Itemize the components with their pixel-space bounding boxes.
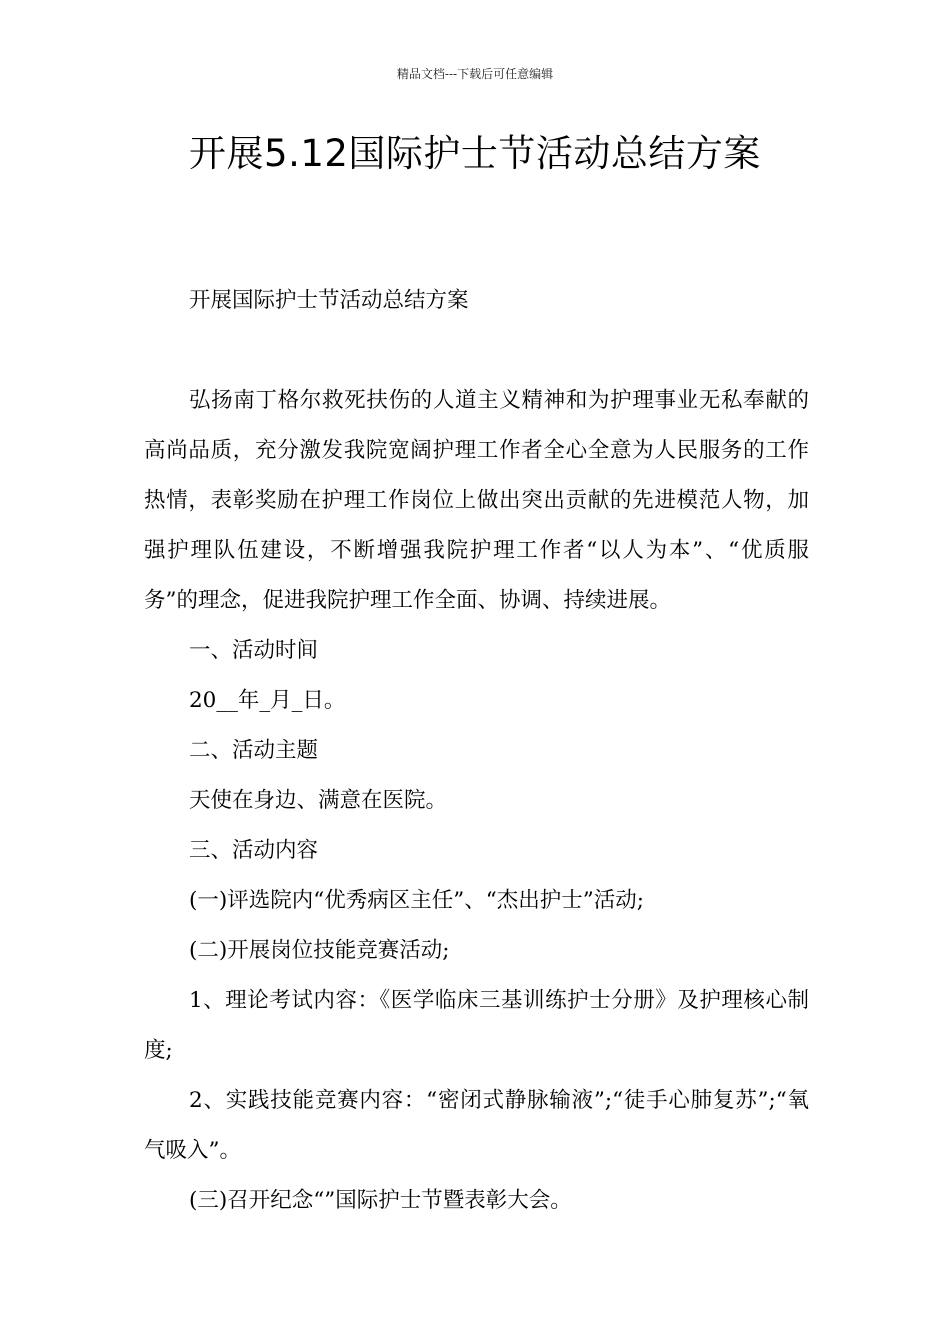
- section-heading-theme: 二、活动主题: [189, 738, 319, 763]
- document-title: 开展5.12国际护士节活动总结方案: [189, 132, 761, 175]
- content-item-selection: (一)评选院内“优秀病区主任”、“杰出护士”活动;: [189, 888, 644, 913]
- content-item-conference: (三)召开纪念“”国际护士节暨表彰大会。: [189, 1188, 572, 1213]
- document-subtitle: 开展国际护士节活动总结方案: [189, 288, 469, 313]
- competition-theory-exam: 1、理论考试内容：《医学临床三基训练护士分册》及护理核心制度;: [144, 988, 809, 1063]
- section-body-time: 20__年_月_日。: [189, 688, 346, 713]
- content-item-competition: (二)开展岗位技能竞赛活动;: [189, 938, 450, 963]
- intro-paragraph: 弘扬南丁格尔救死扶伤的人道主义精神和为护理事业无私奉献的高尚品质，充分激发我院宽阔护理工作者全心全意为人民服务的工作热情，表彰奖励在护理工作岗位上做出突出贡献的先进模范人物，加强护理队伍建设，不断增强我院护理工作者“以人为本”、“优质服务”的理念，促进我院护理工作全面、协调、持续进展。: [144, 388, 809, 613]
- section-heading-time: 一、活动时间: [189, 638, 319, 663]
- document-body: [144, 276, 809, 1226]
- header-note: 精品文档---下载后可任意编辑: [396, 67, 554, 81]
- section-heading-content: 三、活动内容: [189, 838, 319, 863]
- section-body-theme: 天使在身边、满意在医院。: [189, 788, 448, 813]
- competition-practical-skills: 2、实践技能竞赛内容：“密闭式静脉输液”;“徒手心肺复苏”;“氧气吸入”。: [144, 1088, 809, 1163]
